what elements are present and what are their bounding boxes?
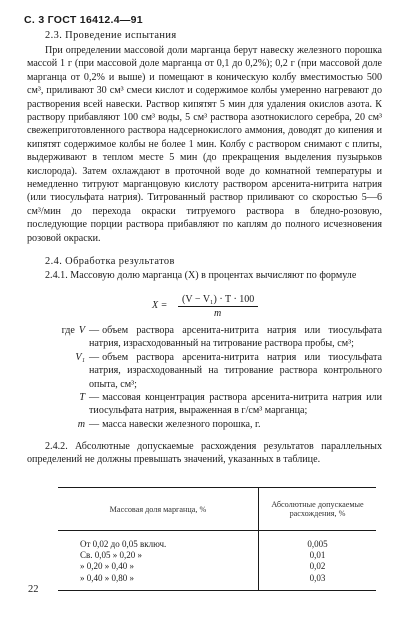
section-heading-2-4: 2.4. Обработка результатов [45, 256, 175, 267]
definition-symbol: T [79, 392, 85, 404]
table-cell: 0,02 [309, 561, 326, 572]
formula-numerator: (V − V₁) · T · 100 [182, 294, 255, 305]
definition-text: объем раствора арсенита-нитрита натрия или тиосульфата натрия, израсходованный на титрование раствора пробы, см³; [89, 325, 382, 350]
definition-symbol: V [78, 325, 85, 336]
section-2-4-1-body [27, 269, 382, 282]
procedure-paragraph: При определении массовой доли марганца берут навеску железного порошка массой 1 г (при массовой доле марганца от 0,1 до 0,2%); 0,2 г (при массовой доле марганца от 0,2% и выше) и помещают в коническую колбу вместимостью 500 см³, приливают 30 см³ смеси кислот и содержимое колбы умеренно нагревают до растворения всей навески. Раствор кипятят 5 мин для удаления окислов азота. К раствору прибавляют 100 см³ воды, 5 см³ раствора азотнокислого серебра, 20 см³ свежеприготовленного раствора надсернокислого аммония, доводят до кипения и кипятят содержимое колбы не более 1 мин. Колбу с раствором снимают с плиты, выдерживают в теплом месте 5 мин (до прекращения выделения пузырьков кислорода). Затем охлаждают в проточной воде до комнатной температуры и немедленно титруют марганцовую кислоту раствором арсенита-нитрита натрия (или тиосульфата натрия). Титрованный раствор приливают со скоростью 5—6 см³/мин до перехода окраски титруемого раствора в бледно-розовую, последующие порции раствора прибавляют по каплям до полного исчезновения розовой окраски. [27, 45, 382, 244]
table-cell: Св. 0,05 » 0,20 » [58, 550, 259, 561]
column-header: Абсолютные допускаемые расхождения, % [259, 488, 377, 531]
column-header: Массовая доля марганца, % [58, 488, 259, 531]
definition-v: где V — объем раствора арсенита-нитрита натрия или тиосульфата натрия, израсходованный на титрование раствора пробы, см³; [61, 325, 382, 350]
table-header-row [58, 488, 376, 531]
section-2-3-body [27, 44, 382, 245]
table-row [58, 531, 376, 551]
table-cell: От 0,02 до 0,05 включ. [58, 531, 259, 551]
table-row [58, 550, 376, 561]
table-row [58, 561, 376, 572]
section-2-4-2-body [27, 440, 382, 467]
page-number: 22 [28, 584, 39, 595]
section-heading-2-3: 2.3. Проведение испытания [45, 30, 177, 41]
definition-text: масса навески железного порошка, г. [102, 418, 261, 430]
table-row [58, 573, 376, 591]
variable-definitions [27, 324, 382, 431]
fraction-bar [178, 306, 258, 307]
table-cell: 0,005 [307, 539, 328, 549]
table-cell: 0,01 [309, 550, 326, 561]
definition-text: объем раствора арсенита-нитрита натрия или тиосульфата натрия, израсходованный на титрование раствора контрольного опыта, см³; [89, 351, 382, 390]
definition-t: T — массовая концентрация раствора арсенита-нитрита натрия или тиосульфата натрия, выраженная в г/см³ марганца; [27, 391, 382, 418]
running-header: С. 3 ГОСТ 16412.4—91 [24, 14, 143, 26]
formula-intro-paragraph: 2.4.1. Массовую долю марганца (X) в процентах вычисляют по формуле [45, 270, 357, 281]
tolerance-paragraph: 2.4.2. Абсолютные допускаемые расхождения результатов параллельных определений не должны превышать значений, указанных в таблице. [27, 441, 382, 466]
tolerance-table [58, 487, 376, 591]
table-cell: » 0,20 » 0,40 » [58, 561, 259, 572]
where-label: где [61, 325, 75, 336]
mass-fraction-formula [152, 294, 272, 320]
definition-symbol: V₁ [75, 351, 85, 363]
definition-m: m — масса навески железного порошка, г. [27, 418, 382, 431]
definition-text: массовая концентрация раствора арсенита-нитрита натрия или тиосульфата натрия, выраженная в г/см³ марганца; [89, 392, 382, 417]
table-cell: 0,03 [259, 573, 377, 591]
definition-symbol: m [77, 418, 85, 430]
formula-lhs: X = [152, 300, 168, 311]
formula-denominator: m [214, 308, 222, 319]
table-cell: » 0,40 » 0,80 » [58, 573, 259, 591]
definition-v1: V₁ — объем раствора арсенита-нитрита натрия или тиосульфата натрия, израсходованный на титрование раствора контрольного опыта, см³; [27, 351, 382, 391]
